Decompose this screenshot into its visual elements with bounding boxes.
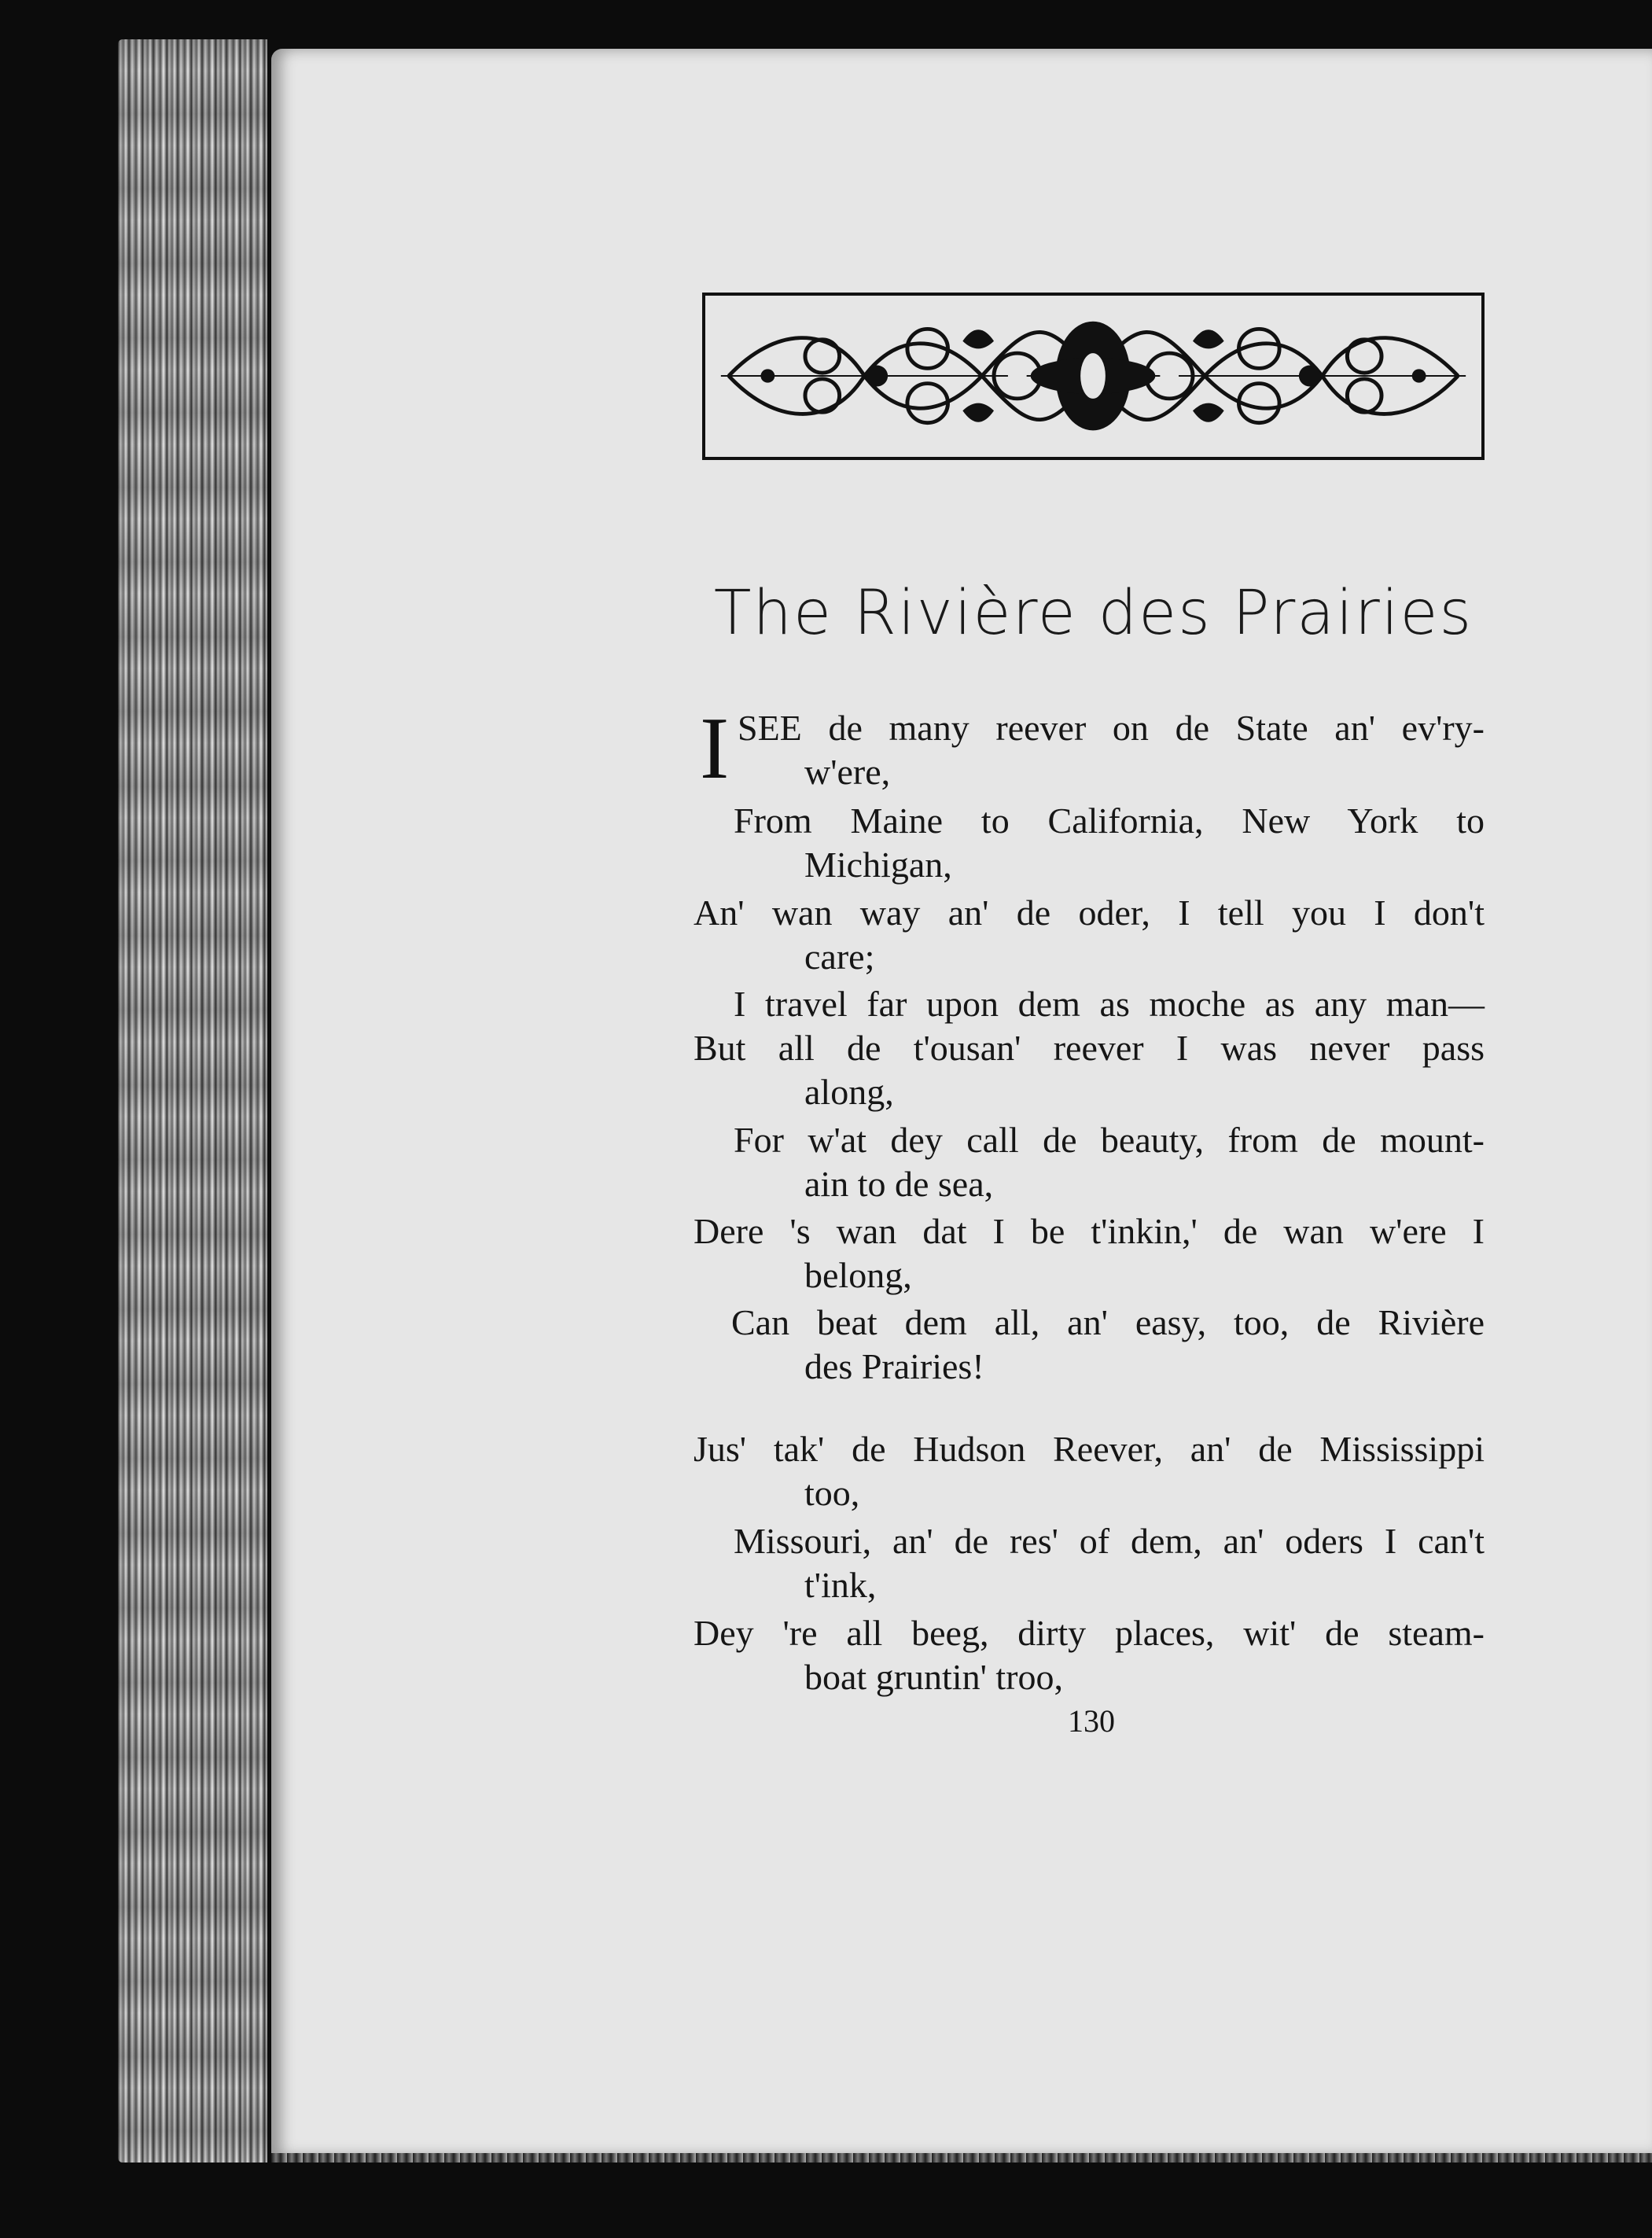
poem-line: For w'at dey call de beauty, from de mount- xyxy=(734,1120,1485,1160)
drop-cap-letter: I xyxy=(700,700,730,797)
poem-line: Can beat dem all, an' easy, too, de Rivière xyxy=(731,1302,1485,1342)
poem-line: belong, xyxy=(804,1255,912,1295)
poem-line: Dere 's wan dat I be t'inkin,' de wan w'ere I xyxy=(694,1211,1485,1251)
poem-line: along, xyxy=(804,1072,894,1112)
poem-line: boat gruntin' troo, xyxy=(804,1657,1063,1697)
poem-line: But all de t'ousan' reever I was never pass xyxy=(694,1028,1485,1068)
poem-line: An' wan way an' de oder, I tell you I don't xyxy=(694,893,1485,933)
poem-line: w'ere, xyxy=(804,752,891,792)
poem-title: The Rivière des Prairies xyxy=(713,578,1474,649)
poem-line: des Prairies! xyxy=(804,1346,984,1386)
poem-line: From Maine to California, New York to xyxy=(734,801,1485,841)
poem-line: I travel far upon dem as moche as any man— xyxy=(734,984,1485,1024)
poem-line: Missouri, an' de res' of dem, an' oders I can't xyxy=(734,1521,1485,1561)
poem-line: Dey 're all beeg, dirty places, wit' de steam- xyxy=(694,1613,1485,1653)
poem-line: Jus' tak' de Hudson Reever, an' de Mississippi xyxy=(694,1429,1485,1469)
poem-line: SEE de many reever on de State an' ev'ry- xyxy=(738,708,1485,748)
poem-line: Michigan, xyxy=(804,845,952,885)
poem-line: ain to de sea, xyxy=(804,1164,994,1204)
poem-line: t'ink, xyxy=(804,1565,877,1605)
poem-line: too, xyxy=(804,1473,860,1513)
page-number: 130 xyxy=(1068,1703,1115,1739)
poem-line: care; xyxy=(804,937,875,977)
